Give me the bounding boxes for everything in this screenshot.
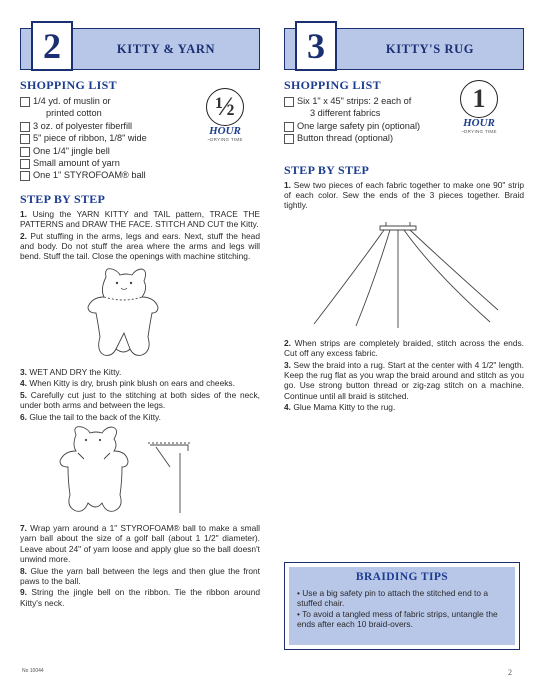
step-item: [284, 360, 524, 402]
step-number: 6.: [20, 411, 27, 422]
shopping-list: [284, 78, 524, 145]
step-item: [20, 231, 260, 262]
kitty-pattern-illustration: [20, 263, 260, 367]
step-text: Sew the braid into a rug. Start at the center with 4 1/2" length. Keep the rug flat as you wrap the braid around and stitch as you go. Use strong button thread or zig-zag stitch on a machine. Continue until all braid is stitched.: [284, 359, 524, 401]
step-text: When strips are completely braided, stitch across the ends. Cut off any excess fabric.: [284, 337, 525, 359]
time-badge: [460, 80, 498, 134]
step-item: [20, 390, 260, 411]
kitty-cut-illustration: [20, 423, 260, 523]
checkbox-icon: [284, 122, 294, 132]
project-header: [20, 28, 260, 70]
kitty-cut-icon: [20, 423, 260, 523]
step-text: Wrap yarn around a 1" STYROFOAM® ball to make a small yarn ball about the size of a golf ball (about 1 1/2" diameter). Leave about 24" of yarn loose and apply glue so the ball doesn't unwind more.: [20, 522, 261, 565]
step-text: Sew two pieces of each fabric together to make one 90" strip of each color. Sew the ends of the 3 pieces together. Braid tightly.: [284, 179, 524, 211]
step-text: Using the YARN KITTY and TAIL pattern, TRACE THE PATTERNS and DRAW THE FACE. STITCH AND CUT the Kitty.: [20, 208, 260, 230]
tip-item: • To avoid a tangled mess of fabric strips, untangle the ends after each 10 braid-overs.: [297, 608, 498, 630]
kitty-outline-icon: [20, 263, 260, 367]
clock-icon: 1: [460, 80, 498, 118]
tips-panel: [289, 567, 515, 645]
time-note: ~DRYING TIME: [461, 129, 497, 134]
project-number: 2: [31, 21, 73, 71]
steps-group: [20, 209, 260, 262]
shopping-item-text: printed cotton: [46, 108, 102, 119]
step-number: 1.: [284, 179, 291, 190]
step-number: 2.: [20, 230, 27, 241]
step-text: Glue the tail to the back of the Kitty.: [29, 411, 161, 422]
steps-group: [284, 338, 524, 413]
step-item: [20, 587, 260, 608]
braiding-tips-box: [284, 562, 520, 650]
steps-group: [20, 523, 260, 608]
shopping-list-title: SHOPPING LIST: [284, 78, 381, 92]
steps-group: [284, 180, 524, 211]
step-number: 3.: [20, 366, 27, 377]
time-unit: HOUR: [463, 117, 495, 129]
shopping-item-text: One 1/4" jingle bell: [33, 145, 110, 156]
project-title: KITTY'S RUG: [385, 41, 475, 56]
step-number: 2.: [284, 337, 291, 348]
time-note: ~DRYING TIME: [207, 137, 243, 142]
step-text: Glue Mama Kitty to the rug.: [293, 402, 396, 413]
braid-illustration: [284, 212, 524, 338]
checkbox-icon: [20, 147, 30, 157]
step-item: [20, 412, 260, 422]
shopping-item: [20, 157, 260, 169]
shopping-item-text: Small amount of yarn: [33, 158, 120, 169]
step-text: Carefully cut just to the stitching at both sides of the neck, under both arms and between the legs.: [20, 389, 260, 411]
project-title: KITTY & YARN: [116, 41, 216, 56]
shopping-list-title: SHOPPING LIST: [20, 78, 117, 92]
clock-icon: ½: [206, 88, 244, 126]
shopping-item: [284, 132, 524, 144]
step-number: 7.: [20, 522, 27, 533]
checkbox-icon: [20, 122, 30, 132]
step-number: 9.: [20, 587, 27, 598]
step-item: [284, 402, 524, 412]
product-code: No 10044: [22, 668, 44, 674]
steps-title: STEP BY STEP: [284, 162, 370, 177]
step-item: [20, 367, 260, 377]
step-text: When Kitty is dry, brush pink blush on ears and cheeks.: [29, 378, 235, 389]
shopping-item-text: Six 1" x 45" strips: 2 each of: [297, 96, 412, 106]
project-header: [284, 28, 524, 70]
shopping-item-text: 1/4 yd. of muslin or: [33, 96, 111, 106]
time-badge: [206, 88, 244, 142]
step-item: [284, 180, 524, 211]
page-number: 2: [508, 668, 512, 677]
step-text: String the jingle bell on the ribbon. Tie the ribbon around Kitty's neck.: [20, 587, 261, 608]
tip-item: • Use a big safety pin to attach the stitched end to a stuffed chair.: [297, 588, 489, 609]
time-unit: HOUR: [209, 125, 241, 137]
braid-strips-icon: [284, 212, 524, 338]
shopping-item-text: Button thread (optional): [297, 133, 394, 144]
steps-group: [20, 367, 260, 422]
shopping-item: [20, 145, 260, 157]
project-kitty-and-yarn: [20, 28, 260, 609]
shopping-item: [20, 169, 260, 181]
checkbox-icon: [20, 171, 30, 181]
step-number: 8.: [20, 565, 27, 576]
step-text: Glue the yarn ball between the legs and then glue the front paws to the ball.: [20, 565, 261, 586]
shopping-item-text: One large safety pin (optional): [297, 120, 421, 131]
shopping-item-text: 3 different fabrics: [310, 108, 381, 119]
step-number: 4.: [20, 378, 27, 389]
step-number: 3.: [284, 359, 291, 370]
step-item: [20, 378, 260, 388]
checkbox-icon: [284, 97, 294, 107]
checkbox-icon: [20, 134, 30, 144]
checkbox-icon: [20, 97, 30, 107]
checkbox-icon: [284, 134, 294, 144]
step-item: [20, 523, 260, 565]
step-item: [284, 338, 524, 359]
step-item: [20, 209, 260, 230]
shopping-item-text: 5" piece of ribbon, 1/8" wide: [33, 133, 147, 144]
step-number: 1.: [20, 208, 27, 219]
step-number: 4.: [284, 402, 291, 413]
step-text: WET AND DRY the Kitty.: [29, 366, 122, 377]
step-text: Put stuffing in the arms, legs and ears. Next, stuff the head and body. Do not stuff the area where the arms and legs will bend. Stuff the tail. Close the openings with machine stitching.: [20, 230, 260, 262]
checkbox-icon: [20, 159, 30, 169]
tips-title: BRAIDING TIPS: [355, 571, 449, 583]
project-kittys-rug: [284, 28, 524, 414]
steps-title: STEP BY STEP: [20, 191, 106, 206]
step-number: 5.: [20, 389, 27, 400]
step-item: [20, 566, 260, 587]
shopping-item-text: 3 oz. of polyester fiberfill: [33, 120, 133, 131]
project-number: 3: [295, 21, 337, 71]
shopping-item-text: One 1" STYROFOAM® ball: [33, 170, 146, 181]
shopping-list: [20, 78, 260, 182]
